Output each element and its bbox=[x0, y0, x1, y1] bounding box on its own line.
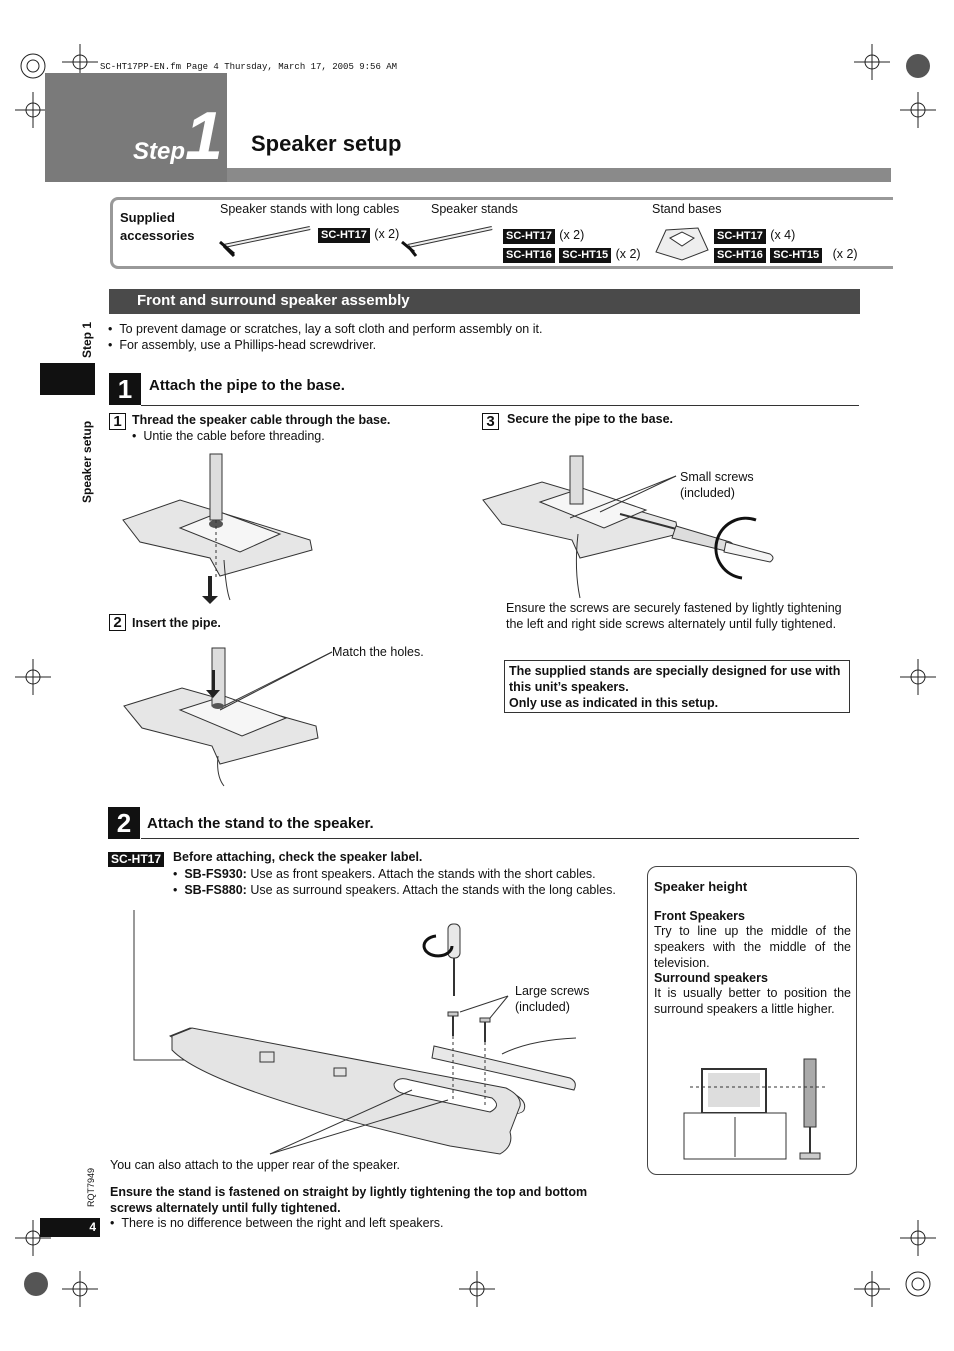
attach-stand-illustration bbox=[130, 910, 610, 1160]
model-tag: SC-HT17 bbox=[714, 229, 766, 244]
quantity: (x 2) bbox=[615, 247, 641, 261]
model-tag: SC-HT17 bbox=[318, 228, 370, 243]
intro-bullets bbox=[108, 321, 542, 353]
stand-illustration bbox=[396, 222, 496, 258]
final-bullet: • There is no difference between the right and left speakers. bbox=[110, 1216, 444, 1230]
match-holes-callout: Match the holes. bbox=[332, 645, 424, 659]
accessory-stands-row1 bbox=[503, 226, 584, 244]
secure-pipe-illustration bbox=[480, 450, 780, 600]
quantity: (x 4) bbox=[770, 228, 796, 242]
page-number: 4 bbox=[40, 1218, 100, 1237]
check-label-title: Before attaching, check the speaker label. bbox=[173, 850, 423, 864]
accessory-long-stands-name: Speaker stands with long cables bbox=[220, 202, 400, 216]
stand-base-illustration bbox=[652, 224, 712, 264]
long-stand-illustration bbox=[216, 222, 316, 258]
model-tag: SC-HT15 bbox=[559, 248, 611, 263]
file-header: SC-HT17PP-EN.fm Page 4 Thursday, March 17, 2005 9:56 AM bbox=[100, 62, 398, 72]
quantity: (x 2) bbox=[832, 247, 858, 261]
substep-number: 1 bbox=[109, 413, 126, 430]
divider bbox=[141, 405, 859, 406]
speaker-label-bullets bbox=[173, 866, 616, 898]
step-number-badge: 2 bbox=[108, 807, 140, 839]
front-speakers-text: Try to line up the middle of the speakers with the middle of the television. bbox=[654, 924, 851, 970]
substep2-title: Insert the pipe. bbox=[132, 616, 221, 630]
substep3-title: Secure the pipe to the base. bbox=[507, 412, 674, 426]
front-speakers-title: Front Speakers bbox=[654, 909, 746, 923]
thread-cable-illustration bbox=[120, 450, 330, 610]
section-title: Front and surround speaker assembly bbox=[109, 289, 860, 314]
stand-note-box: The supplied stands are specially designed for use with this unit’s speakers. Only use as indicated in this setup. bbox=[504, 660, 850, 713]
small-screws-callout: Small screws (included) bbox=[680, 470, 754, 500]
substep1-title: Thread the speaker cable through the base. bbox=[132, 413, 391, 427]
step2-heading: Attach the stand to the speaker. bbox=[147, 815, 374, 832]
step-number: 1 bbox=[185, 98, 223, 174]
speaker-height-illustration bbox=[680, 1055, 840, 1165]
side-step-label: Step 1 bbox=[80, 321, 94, 358]
side-tab-marker bbox=[40, 363, 95, 395]
model-tag: SC-HT16 bbox=[714, 248, 766, 263]
substep-number: 2 bbox=[109, 614, 126, 631]
page-title: Speaker setup bbox=[251, 131, 402, 156]
upper-rear-note: You can also attach to the upper rear of the speaker. bbox=[110, 1158, 401, 1172]
bullet-item: • SB-FS930: Use as front speakers. Attach the stands with the short cables. bbox=[173, 867, 596, 881]
title-bar bbox=[227, 168, 891, 182]
step-number-badge: 1 bbox=[109, 373, 141, 405]
accessories-label: Supplied accessories bbox=[120, 210, 195, 243]
accessory-bases-row1 bbox=[714, 226, 795, 244]
large-screws-callout: Large screws (included) bbox=[515, 984, 590, 1014]
substep1-bullet: • Untie the cable before threading. bbox=[132, 429, 325, 443]
step-word: Step bbox=[133, 138, 186, 165]
step1-heading: Attach the pipe to the base. bbox=[149, 377, 345, 394]
accessory-bases-row2 bbox=[714, 245, 858, 263]
surround-speakers-title: Surround speakers bbox=[654, 971, 768, 985]
accessory-stands-name: Speaker stands bbox=[431, 202, 518, 216]
quantity: (x 2) bbox=[374, 227, 400, 241]
bullet-item: • For assembly, use a Phillips-head screwdriver. bbox=[108, 338, 377, 352]
insert-pipe-illustration bbox=[120, 640, 350, 790]
bullet-item: • SB-FS880: Use as surround speakers. Attach the stands with the long cables. bbox=[173, 883, 616, 897]
ensure-stand-text: Ensure the stand is fastened on straight by lightly tightening the top and bottom screws alternately until fully tightened. bbox=[110, 1185, 588, 1215]
accessory-stands-row2 bbox=[503, 245, 641, 263]
accessory-bases-name: Stand bases bbox=[652, 202, 722, 216]
ensure-screws-text: Ensure the screws are securely fastened by lightly tightening the left and right side screws alternately until fully tightened. bbox=[506, 601, 842, 631]
divider bbox=[141, 838, 859, 839]
bullet-item: • To prevent damage or scratches, lay a soft cloth and perform assembly on it. bbox=[108, 322, 543, 336]
substep-number: 3 bbox=[482, 413, 499, 430]
rqt-code: RQT7949 bbox=[86, 1167, 96, 1207]
model-tag: SC-HT15 bbox=[770, 248, 822, 263]
model-tag: SC-HT16 bbox=[503, 248, 555, 263]
model-tag-sc-ht17: SC-HT17 bbox=[108, 850, 164, 868]
model-tag: SC-HT17 bbox=[503, 229, 555, 244]
accessory-long-stands-tags bbox=[318, 225, 399, 243]
side-section-label: Speaker setup bbox=[80, 420, 94, 503]
speaker-height-title: Speaker height bbox=[654, 879, 748, 894]
quantity: (x 2) bbox=[559, 228, 585, 242]
surround-speakers-text: It is usually better to position the surround speakers a little higher. bbox=[654, 986, 851, 1016]
